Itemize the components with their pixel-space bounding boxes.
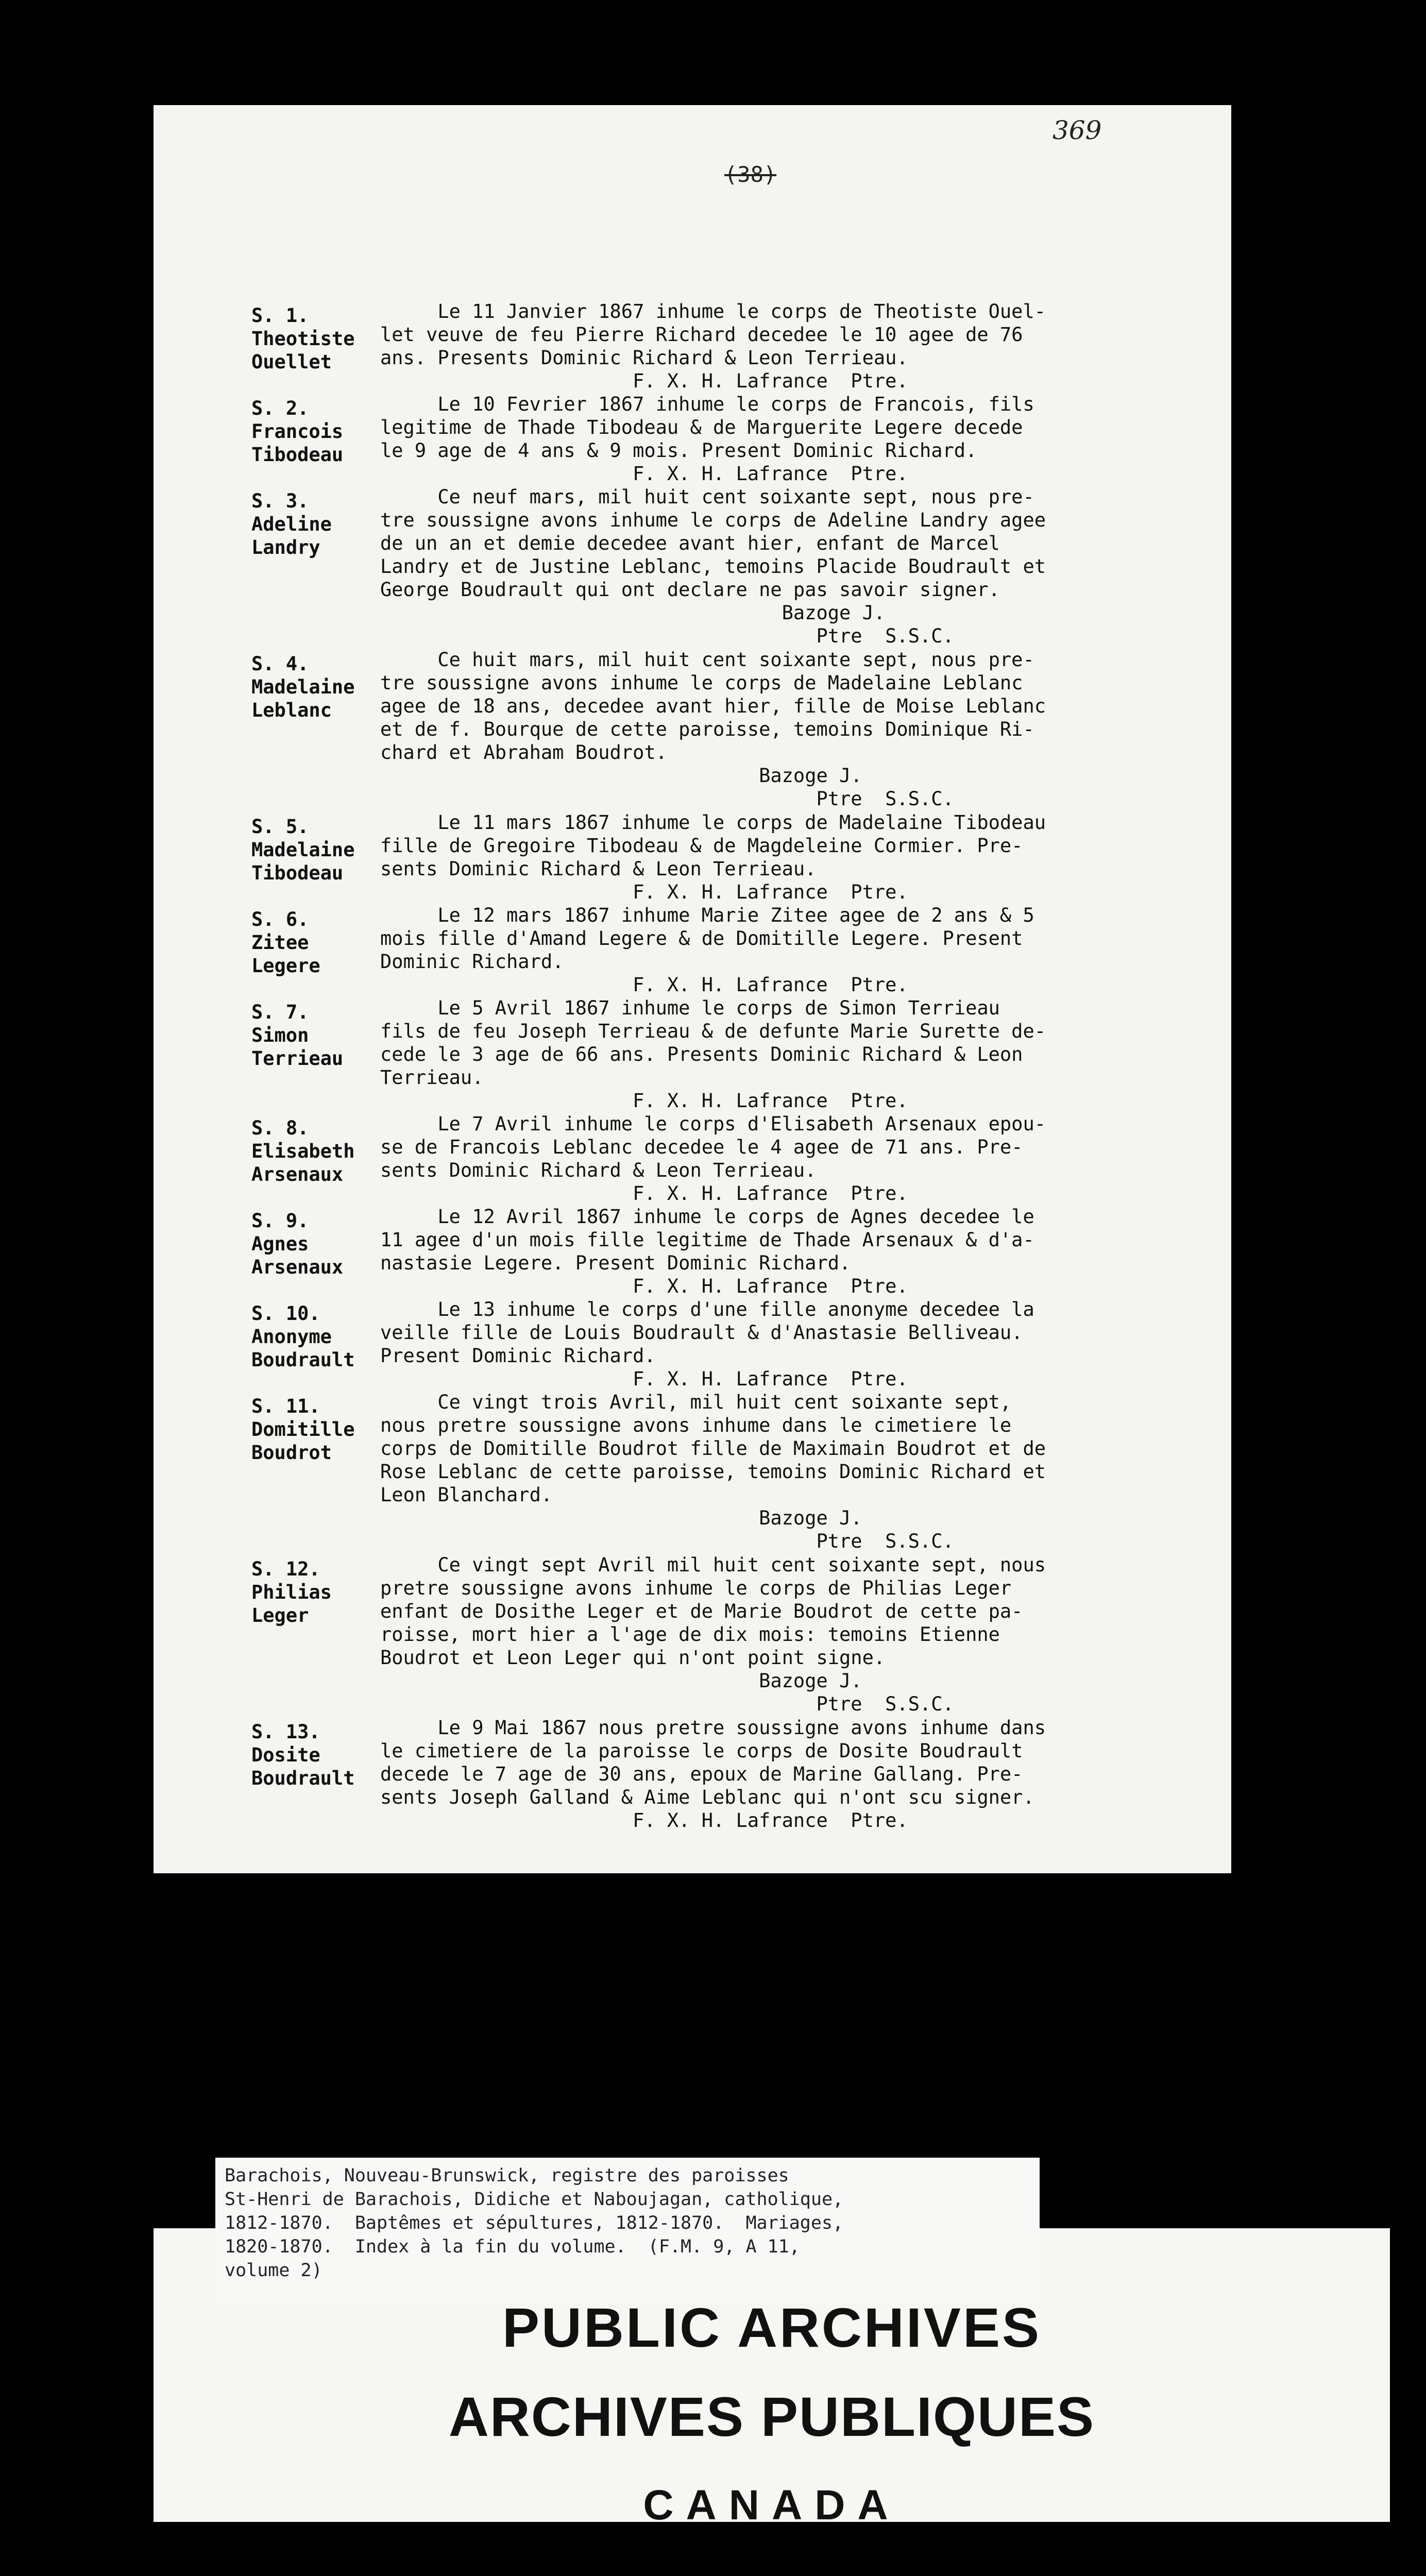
entry-margin-name: S. 11. Domitille Boudrot (251, 1395, 355, 1464)
catalog-label: Barachois, Nouveau-Brunswick, registre des paroisses St-Henri de Barachois, Didiche et Naboujagan, catholique, 1812-1870. Baptêmes et sépultures, 1812-1870. Mariages, 1820-1870. Index à la fin du volume. (F.M. 9, A 11, volume 2) (215, 2158, 1040, 2302)
entry-text: Le 10 Fevrier 1867 inhume le corps de Francois, fils legitime de Thade Tibodeau & de Marguerite Legere decede le 9 age de 4 ans & 9 mois. Present Dominic Richard. F. X. H. Lafrance Ptre. (380, 393, 1034, 485)
entry-margin-name: S. 3. Adeline Landry (251, 490, 332, 558)
entry-text: Le 13 inhume le corps d'une fille anonyme decedee la veille fille de Louis Boudrault & d'Anastasie Belliveau. Present Dominic Richard. F. X. H. Lafrance Ptre. (380, 1298, 1034, 1390)
entry-margin-name: S. 2. Francois Tibodeau (251, 397, 344, 466)
archives-title-fr: ARCHIVES PUBLIQUES (448, 2385, 1095, 2448)
entry-margin-name: S. 12. Philias Leger (251, 1558, 332, 1626)
archives-country: CANADA (643, 2482, 901, 2529)
entry-text: Le 11 mars 1867 inhume le corps de Madelaine Tibodeau fille de Gregoire Tibodeau & de Magdeleine Cormier. Pre- sents Dominic Richard & Leon Terrieau. F. X. H. Lafrance Ptre. (380, 811, 1046, 903)
entry-text: Le 7 Avril inhume le corps d'Elisabeth Arsenaux epou- se de Francois Leblanc decedee le 4 agee de 71 ans. Pre- sents Dominic Richard & Leon Terrieau. F. X. H. Lafrance Ptre. (380, 1113, 1046, 1205)
page-number: 369 (1052, 115, 1102, 145)
entry-margin-name: S. 10. Anonyme Boudrault (251, 1302, 355, 1371)
entry-margin-name: S. 4. Madelaine Leblanc (251, 653, 355, 721)
entry-text: Le 12 Avril 1867 inhume le corps de Agnes decedee le 11 agee d'un mois fille legitime de Thade Arsenaux & d'a- nastasie Legere. Present Dominic Richard. F. X. H. Lafrance Ptre. (380, 1206, 1034, 1297)
entry-text: Le 11 Janvier 1867 inhume le corps de Theotiste Ouel- let veuve de feu Pierre Richard decedee le 10 agee de 76 ans. Presents Dominic Richard & Leon Terrieau. F. X. H. Lafrance Ptre. (380, 300, 1046, 392)
entry-margin-name: S. 5. Madelaine Tibodeau (251, 816, 355, 884)
entry-margin-name: S. 13. Dosite Boudrault (251, 1721, 355, 1789)
entry-margin-name: S. 7. Simon Terrieau (251, 1001, 344, 1070)
archives-title-en: PUBLIC ARCHIVES (502, 2296, 1042, 2359)
entry-margin-name: S. 1. Theotiste Ouellet (251, 304, 355, 373)
entry-text: Ce neuf mars, mil huit cent soixante sept, nous pre- tre soussigne avons inhume le corps de Adeline Landry agee de un an et demie decedee avant hier, enfant de Marcel Landry et de Justine Leblanc, temoins Placide Boudrault et George Boudrault qui ont declare ne pas savoir signer. Bazoge J. Ptre S.S.C. (380, 486, 1046, 647)
entry-text: Ce huit mars, mil huit cent soixante sept, nous pre- tre soussigne avons inhume le corps de Madelaine Leblanc agee de 18 ans, decedee avant hier, fille de Moise Leblanc et de f. Bourque de cette paroisse, temoins Dominique Ri- chard et Abraham Boudrot. Bazoge J. Ptre S.S.C. (380, 649, 1046, 810)
entry-text: Ce vingt sept Avril mil huit cent soixante sept, nous pretre soussigne avons inhume le corps de Philias Leger enfant de Dosithe Leger et de Marie Boudrot de cette pa- roisse, mort hier a l'age de dix mois: temoins Etienne Boudrot et Leon Leger qui n'ont point signe. Bazoge J. Ptre S.S.C. (380, 1554, 1046, 1715)
folio-number: (38) (724, 162, 777, 187)
entry-text: Le 12 mars 1867 inhume Marie Zitee agee de 2 ans & 5 mois fille d'Amand Legere & de Domitille Legere. Present Dominic Richard. F. X. H. Lafrance Ptre. (380, 904, 1034, 996)
entry-text: Le 5 Avril 1867 inhume le corps de Simon Terrieau fils de feu Joseph Terrieau & de defunte Marie Surette de- cede le 3 age de 66 ans. Presents Dominic Richard & Leon Terrieau. F. X. H. Lafrance Ptre. (380, 997, 1046, 1112)
entry-text: Ce vingt trois Avril, mil huit cent soixante sept, nous pretre soussigne avons inhume dans le cimetiere le corps de Domitille Boudrot fille de Maximain Boudrot et de Rose Leblanc de cette paroisse, temoins Dominic Richard et Leon Blanchard. Bazoge J. Ptre S.S.C. (380, 1391, 1046, 1552)
entry-margin-name: S. 8. Elisabeth Arsenaux (251, 1117, 355, 1185)
entry-margin-name: S. 9. Agnes Arsenaux (251, 1210, 344, 1278)
entry-text: Le 9 Mai 1867 nous pretre soussigne avons inhume dans le cimetiere de la paroisse le corps de Dosite Boudrault decede le 7 age de 30 ans, epoux de Marine Gallang. Pre- sents Joseph Galland & Aime Leblanc qui n'ont scu signer. F. X. H. Lafrance Ptre. (380, 1717, 1046, 1832)
entry-margin-name: S. 6. Zitee Legere (251, 908, 320, 977)
register-page (154, 105, 1231, 1873)
